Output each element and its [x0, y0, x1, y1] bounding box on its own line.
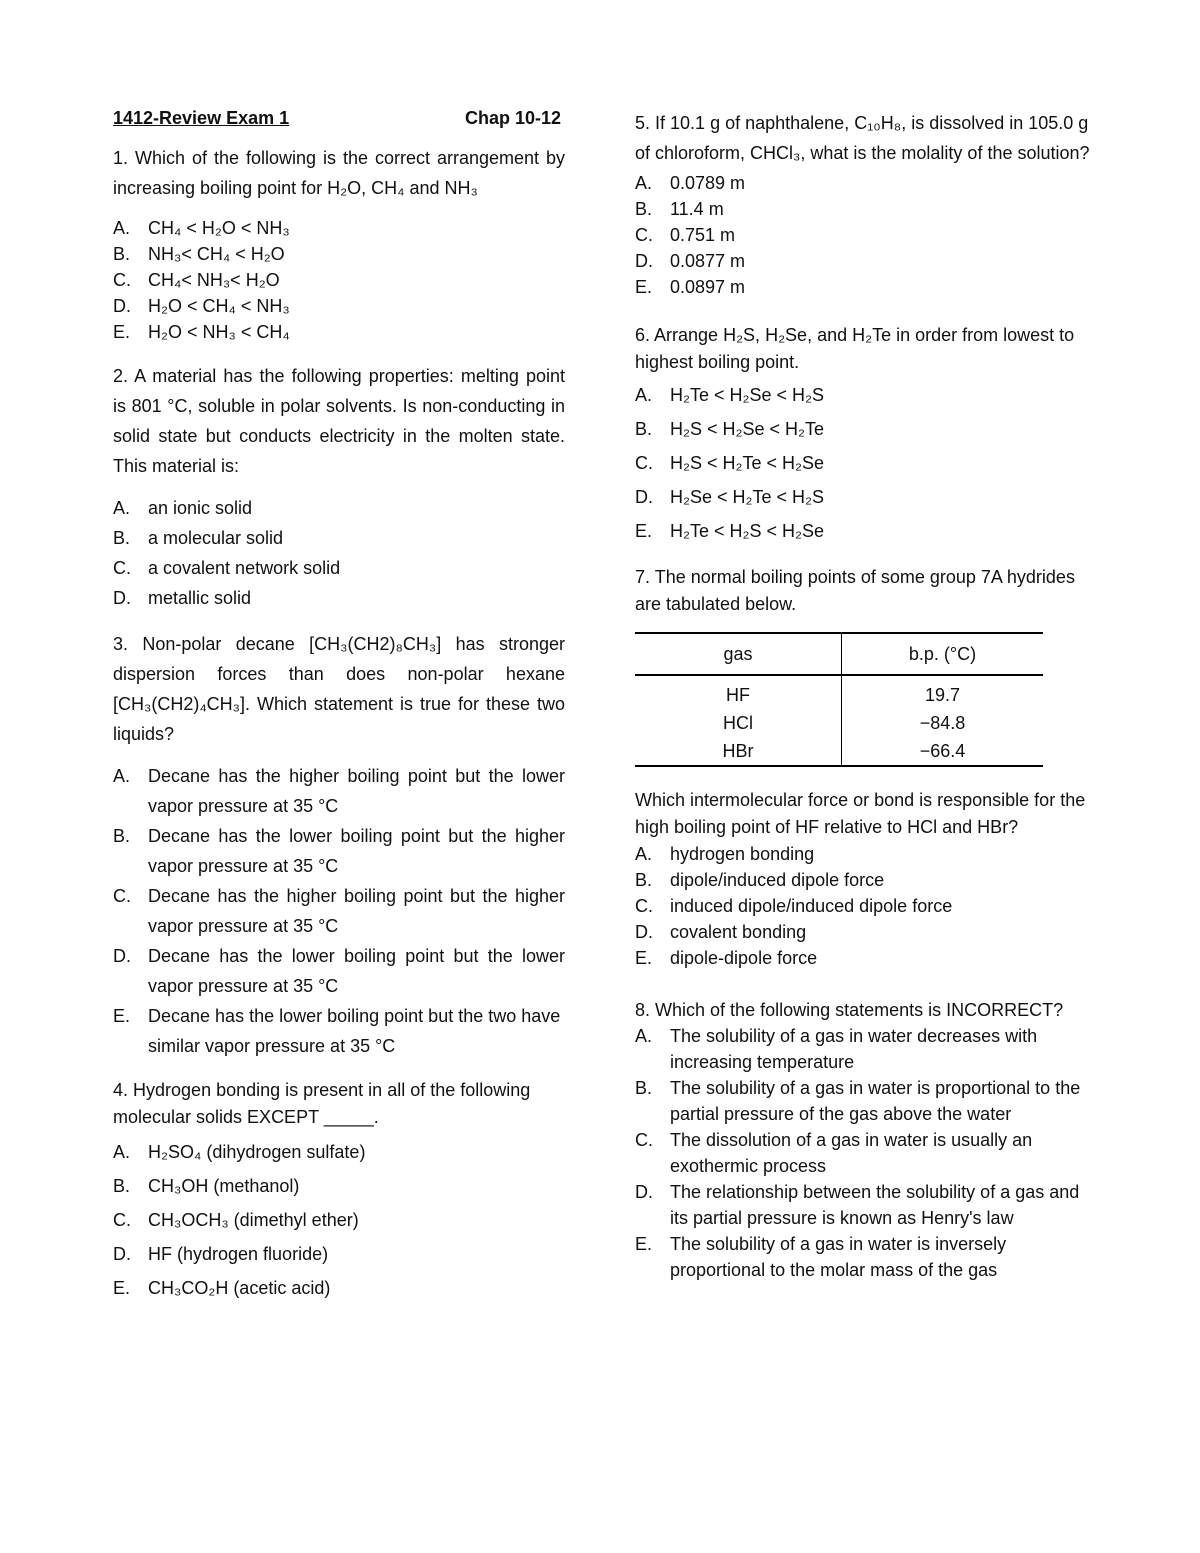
- question-number: 6.: [635, 325, 651, 345]
- option-c[interactable]: C. CH₄< NH₃< H₂O: [113, 270, 280, 290]
- question-number: 8.: [635, 1000, 651, 1020]
- question-text: If 10.1 g of naphthalene, C₁₀H₈, is dissolved in 105.0 g of chloroform, CHCl₃, what is the molality of the solution?: [635, 113, 1090, 163]
- question-5: [635, 108, 1090, 300]
- option-e[interactable]: E. H₂O < NH₃ < CH₄: [113, 322, 290, 342]
- table-header-row: [635, 633, 1043, 675]
- question-text: Which of the following is the correct arrangement by increasing boiling point for H₂O, CH₄ and NH₃: [113, 148, 565, 198]
- question-text: The normal boiling points of some group 7A hydrides are tabulated below.: [635, 567, 1075, 614]
- option-c[interactable]: C. Decane has the higher boiling point but the higher vapor pressure at 35 °C: [113, 886, 565, 936]
- left-column: [113, 108, 565, 1321]
- option-b[interactable]: B. The solubility of a gas in water is proportional to the partial pressure of the gas above the water: [635, 1078, 1081, 1124]
- option-c[interactable]: C. H₂S < H₂Te < H₂Se: [635, 453, 825, 473]
- option-b[interactable]: B. a molecular solid: [113, 528, 284, 548]
- option-c[interactable]: C. The dissolution of a gas in water is usually an exothermic process: [635, 1130, 1033, 1176]
- table-cell: HCl: [635, 709, 842, 737]
- option-a[interactable]: A. H₂Te < H₂Se < H₂S: [635, 385, 825, 405]
- question-text: A material has the following properties: melting point is 801 °C, soluble in polar solvents. Is non-conducting in solid state but conducts electricity in the molten state. This material is:: [113, 366, 565, 476]
- chapter-range: Chap 10-12: [464, 108, 561, 128]
- question-6: [635, 322, 1090, 548]
- option-a[interactable]: A. Decane has the higher boiling point but the lower vapor pressure at 35 °C: [113, 766, 565, 816]
- boiling-point-table: [635, 632, 1043, 767]
- table-row: [635, 737, 1043, 766]
- option-list: [635, 170, 1090, 300]
- column-header: b.p. (°C): [842, 633, 1044, 675]
- table-cell: HF: [635, 675, 842, 709]
- question-2: [113, 361, 565, 613]
- exam-title: 1412-Review Exam 1: [113, 108, 290, 128]
- option-d[interactable]: D. 0.0877 m: [635, 251, 746, 271]
- option-b[interactable]: B. H₂S < H₂Se < H₂Te: [635, 419, 825, 439]
- option-d[interactable]: D. H₂O < CH₄ < NH₃: [113, 296, 290, 316]
- question-text: Non-polar decane [CH₃(CH2)₈CH₃] has stronger dispersion forces than does non-polar hexane [CH₃(CH2)₄CH₃]. Which statement is true for these two liquids?: [113, 634, 565, 744]
- option-e[interactable]: E. The solubility of a gas in water is inversely proportional to the molar mass of the gas: [635, 1234, 1007, 1280]
- table-cell: −84.8: [919, 712, 966, 733]
- option-list: [635, 1023, 1090, 1283]
- question-number: 4.: [113, 1080, 129, 1100]
- right-column: [635, 108, 1090, 1299]
- option-list: [113, 493, 565, 613]
- option-a[interactable]: A. H₂SO₄ (dihydrogen sulfate): [113, 1142, 366, 1162]
- table-row: [635, 709, 1043, 737]
- question-number: 7.: [635, 567, 651, 587]
- question-text: Which of the following statements is INCORRECT?: [655, 1000, 1064, 1020]
- option-e[interactable]: E. CH₃CO₂H (acetic acid): [113, 1278, 331, 1298]
- option-list: [635, 841, 1090, 971]
- table-row: [635, 675, 1043, 709]
- question-number: 1.: [113, 148, 129, 168]
- question-text: Hydrogen bonding is present in all of the following molecular solids EXCEPT _____.: [113, 1080, 531, 1127]
- question-number: 5.: [635, 113, 651, 133]
- option-d[interactable]: D. metallic solid: [113, 588, 252, 608]
- option-a[interactable]: A. hydrogen bonding: [635, 844, 815, 864]
- option-c[interactable]: C. 0.751 m: [635, 225, 736, 245]
- question-7: [635, 564, 1090, 971]
- column-header: gas: [635, 633, 842, 675]
- question-8: [635, 997, 1090, 1283]
- option-b[interactable]: B. NH₃< CH₄ < H₂O: [113, 244, 285, 264]
- table-cell: 19.7: [924, 684, 961, 705]
- table-cell: HBr: [635, 737, 842, 766]
- option-a[interactable]: A. an ionic solid: [113, 498, 253, 518]
- question-number: 2.: [113, 366, 129, 386]
- option-c[interactable]: C. a covalent network solid: [113, 558, 341, 578]
- option-d[interactable]: D. H₂Se < H₂Te < H₂S: [635, 487, 825, 507]
- option-list: [113, 1135, 565, 1305]
- question-3: [113, 629, 565, 1061]
- option-list: [113, 761, 565, 1061]
- option-list: [635, 378, 1090, 548]
- page-header: [113, 108, 565, 129]
- option-d[interactable]: D. covalent bonding: [635, 922, 807, 942]
- option-b[interactable]: B. dipole/induced dipole force: [635, 870, 885, 890]
- option-d[interactable]: D. HF (hydrogen fluoride): [113, 1244, 329, 1264]
- option-c[interactable]: C. CH₃OCH₃ (dimethyl ether): [113, 1210, 359, 1230]
- option-c[interactable]: C. induced dipole/induced dipole force: [635, 896, 953, 916]
- question-text: Which intermolecular force or bond is responsible for the high boiling point of HF relative to HCl and HBr?: [635, 790, 1086, 837]
- option-b[interactable]: B. Decane has the lower boiling point but the higher vapor pressure at 35 °C: [113, 826, 565, 876]
- option-list: [113, 215, 565, 345]
- option-b[interactable]: B. CH₃OH (methanol): [113, 1176, 300, 1196]
- question-text: Arrange H₂S, H₂Se, and H₂Te in order from lowest to highest boiling point.: [635, 325, 1075, 372]
- option-a[interactable]: A. CH₄ < H₂O < NH₃: [113, 218, 290, 238]
- option-d[interactable]: D. Decane has the lower boiling point but the lower vapor pressure at 35 °C: [113, 946, 565, 996]
- option-e[interactable]: E. dipole-dipole force: [635, 948, 818, 968]
- option-e[interactable]: E. H₂Te < H₂S < H₂Se: [635, 521, 825, 541]
- option-e[interactable]: E. Decane has the lower boiling point but the two have similar vapor pressure at 35 °C: [113, 1006, 561, 1056]
- question-4: [113, 1077, 565, 1305]
- option-d[interactable]: D. The relationship between the solubility of a gas and its partial pressure is known as Henry's law: [635, 1182, 1080, 1228]
- option-b[interactable]: B. 11.4 m: [635, 199, 724, 219]
- table-cell: −66.4: [842, 737, 1044, 766]
- option-a[interactable]: A. 0.0789 m: [635, 173, 746, 193]
- question-1: [113, 143, 565, 345]
- option-e[interactable]: E. 0.0897 m: [635, 277, 746, 297]
- option-a[interactable]: A. The solubility of a gas in water decreases with increasing temperature: [635, 1026, 1038, 1072]
- question-number: 3.: [113, 634, 129, 654]
